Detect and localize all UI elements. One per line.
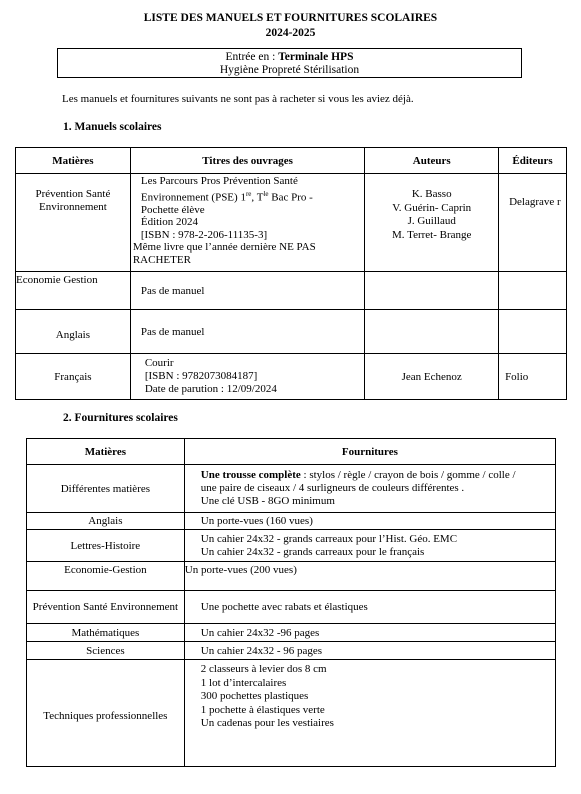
- entry-class: Terminale HPS: [278, 51, 354, 63]
- table-row: [16, 310, 567, 354]
- subject-cell: Sciences: [27, 642, 185, 660]
- supplies-cell: [184, 660, 555, 767]
- table-row: [27, 530, 556, 562]
- subject-cell: Techniques professionnelles: [27, 660, 185, 767]
- supplies-cell: Une pochette avec rabats et élastiques: [184, 591, 555, 624]
- author: K. Basso: [411, 188, 452, 200]
- publication-date: Date de parution : 12/09/2024: [144, 383, 277, 395]
- subject-cell: Anglais: [27, 513, 185, 530]
- supply-line: Un cadenas pour les vestiaires: [200, 717, 334, 729]
- title-cell: Pas de manuel: [130, 310, 365, 354]
- title-line: Pochette élève: [140, 203, 205, 216]
- supplies-table: [26, 438, 556, 767]
- supplies-cell: [184, 530, 555, 562]
- supplies-heading: 2. Fournitures scolaires: [63, 412, 178, 424]
- table-row: [27, 562, 556, 591]
- table-row: [27, 660, 556, 767]
- column-header: Titres des ouvrages: [130, 148, 365, 174]
- publisher-cell: [499, 272, 567, 310]
- table-row: [27, 465, 556, 513]
- supplies-cell: Un porte-vues (200 vues): [184, 562, 555, 591]
- supply-line: une paire de ciseaux / 4 surligneurs de couleurs différentes .: [200, 482, 465, 494]
- authors-cell: [365, 174, 499, 272]
- manuals-header-row: [16, 148, 567, 174]
- authors-cell: [365, 310, 499, 354]
- subject-cell: Prévention Santé Environnement: [16, 174, 131, 272]
- title-line: Environnement (PSE) 1re, $T^{le}$ Bac Pro -: [140, 189, 313, 204]
- supply-line: 300 pochettes plastiques: [200, 690, 309, 702]
- column-header: Matières: [16, 148, 131, 174]
- title-line: Les Parcours Pros Prévention Santé: [140, 175, 298, 187]
- title-line: Même livre que l’année dernière NE PAS: [132, 241, 316, 254]
- title-cell: [130, 354, 365, 400]
- subject-cell: Anglais: [16, 310, 131, 354]
- column-header: Auteurs: [365, 148, 499, 174]
- title-line: Édition 2024: [140, 216, 198, 229]
- author: V. Guérin- Caprin: [392, 201, 472, 214]
- supply-line: Un cahier 24x32 - grands carreaux pour le français: [200, 545, 425, 558]
- supply-text: : stylos / règle / crayon de bois / gomme / colle /: [300, 469, 516, 481]
- entry-subtitle: Hygiène Propreté Stérilisation: [219, 64, 360, 76]
- supplies-cell: Un porte-vues (160 vues): [184, 513, 555, 530]
- authors-cell: Jean Echenoz: [365, 354, 499, 400]
- table-row: [27, 591, 556, 624]
- table-row: [16, 174, 567, 272]
- entry-box: [57, 48, 522, 78]
- column-header: Matières: [27, 439, 185, 465]
- subject-cell: Economie Gestion: [16, 272, 131, 310]
- table-row: [27, 513, 556, 530]
- supply-line: 1 pochette à élastiques verte: [200, 703, 325, 716]
- publisher-cell: Folio: [499, 354, 567, 400]
- supply-line: 2 classeurs à levier dos 8 cm: [200, 663, 327, 675]
- document-title: LISTE DES MANUELS ET FOURNITURES SCOLAIRES: [143, 12, 438, 24]
- subject-cell: Mathématiques: [27, 624, 185, 642]
- title-cell: [130, 174, 365, 272]
- isbn: [ISBN : 978-2-206-11135-3]: [140, 228, 268, 241]
- subject-cell: Prévention Santé Environnement: [27, 591, 185, 624]
- supply-line: 1 lot d’intercalaires: [200, 676, 287, 689]
- supplies-cell: [184, 465, 555, 513]
- title-cell: Pas de manuel: [130, 272, 365, 310]
- table-row: [27, 642, 556, 660]
- manuals-heading: 1. Manuels scolaires: [63, 121, 162, 133]
- entry-prefix: Entrée en :: [225, 51, 279, 63]
- table-row: [16, 272, 567, 310]
- intro-note: Les manuels et fournitures suivants ne sont pas à racheter si vous les aviez déjà.: [62, 93, 414, 105]
- table-row: [16, 354, 567, 400]
- title-line: RACHETER: [132, 253, 191, 266]
- school-year: 2024-2025: [265, 27, 316, 39]
- supplies-header-row: [27, 439, 556, 465]
- manuals-table: [15, 147, 567, 400]
- supplies-cell: Un cahier 24x32 - 96 pages: [184, 642, 555, 660]
- isbn: [ISBN : 9782073084187]: [144, 370, 258, 382]
- supplies-cell: Un cahier 24x32 -96 pages: [184, 624, 555, 642]
- column-header: Éditeurs: [499, 148, 567, 174]
- subject-cell: Economie-Gestion: [27, 562, 185, 591]
- subject-cell: Différentes matières: [27, 465, 185, 513]
- publisher-cell: Delagrave r: [499, 174, 567, 272]
- authors-cell: [365, 272, 499, 310]
- subject-cell: Français: [16, 354, 131, 400]
- table-row: [27, 624, 556, 642]
- book-title: Courir: [144, 357, 174, 369]
- publisher-cell: [499, 310, 567, 354]
- column-header: Fournitures: [184, 439, 555, 465]
- bold-prefix: Une trousse complète: [200, 469, 301, 481]
- author: J. Guillaud: [407, 215, 456, 227]
- supply-line: Une clé USB - 8GO minimum: [200, 495, 335, 507]
- supply-line: Un cahier 24x32 - grands carreaux pour l’Hist. Géo. EMC: [200, 532, 458, 545]
- author: M. Terret- Brange: [392, 228, 472, 241]
- subject-cell: Lettres-Histoire: [27, 530, 185, 562]
- supply-line: [201, 469, 555, 482]
